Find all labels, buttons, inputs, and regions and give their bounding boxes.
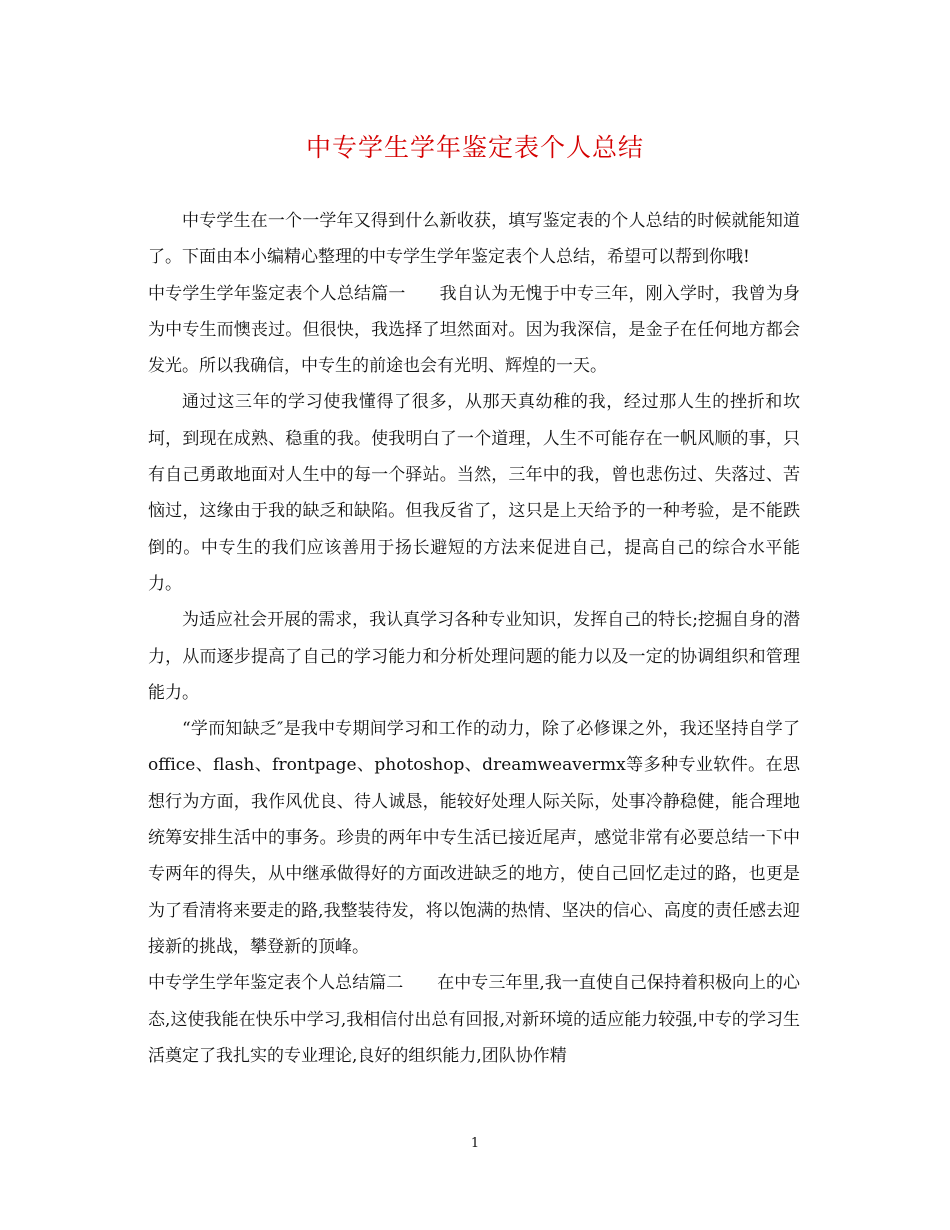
document-title: 中专学生学年鉴定表个人总结 — [305, 133, 644, 162]
section1-text: 我自认为无愧于中专三年，刚入学时，我曾为身为中专生而懊丧过。但很快，我选择了坦然面对。因为我深信，是金子在任何地方都会发光。所以我确信，中专生的前途也会有光明、辉煌的一天。 — [148, 283, 800, 377]
paragraph-study: 为适应社会开展的需求，我认真学习各种专业知识，发挥自己的特长;挖掘自身的潜力，从而逐步提高了自己的学习能力和分析处理问题的能力以及一定的协调组织和管理能力。 — [148, 610, 800, 703]
section1-heading: 中专学生学年鉴定表个人总结篇一 — [148, 283, 406, 304]
paragraph-skills: “学而知缺乏″是我中专期间学习和工作的动力，除了必修课之外，我还坚持自学了office、flash、frontpage、photoshop、dreamweavermx等多种专业软件。在思想行为方面，我作风优良、待人诚恳，能较好处理人际关际，处事冷静稳健，能合理地统筹安排生活中的事务。珍贵的两年中专生活已接近尾声，感觉非常有必要总结一下中专两年的得失，从中继承做得好的方面改进缺乏的地方，使自己回忆走过的路，也更是为了看清将来要走的路,我整装待发，将以饱满的热情、坚决的信心、高度的责任感去迎接新的挑战，攀登新的顶峰。 — [148, 719, 800, 957]
section2-paragraph — [148, 965, 800, 1074]
section1-paragraph — [148, 276, 800, 385]
page-number: 1 — [470, 1136, 480, 1151]
paragraph-growth: 通过这三年的学习使我懂得了很多，从那天真幼稚的我，经过那人生的挫折和坎坷，到现在成熟、稳重的我。使我明白了一个道理，人生不可能存在一帆风顺的事，只有自己勇敢地面对人生中的每一个驿站。当然，三年中的我，曾也悲伤过、失落过、苦恼过，这缘由于我的缺乏和缺陷。但我反省了，这只是上天给予的一种考验，是不能跌倒的。中专生的我们应该善用于扬长避短的方法来促进自己，提高自己的综合水平能力。 — [148, 392, 800, 594]
intro-paragraph: 中专学生在一个一学年又得到什么新收获，填写鉴定表的个人总结的时候就能知道了。下面由本小编精心整理的中专学生学年鉴定表个人总结，希望可以帮到你哦! — [148, 211, 800, 268]
section2-heading: 中专学生学年鉴定表个人总结篇二 — [148, 973, 404, 994]
document-body — [148, 203, 800, 1074]
section2-text: 在中专三年里,我一直使自己保持着积极向上的心态,这使我能在快乐中学习,我相信付出总有回报,对新环境的适应能力较强,中专的学习生活奠定了我扎实的专业理论,良好的组织能力,团队协作精 — [148, 973, 801, 1066]
